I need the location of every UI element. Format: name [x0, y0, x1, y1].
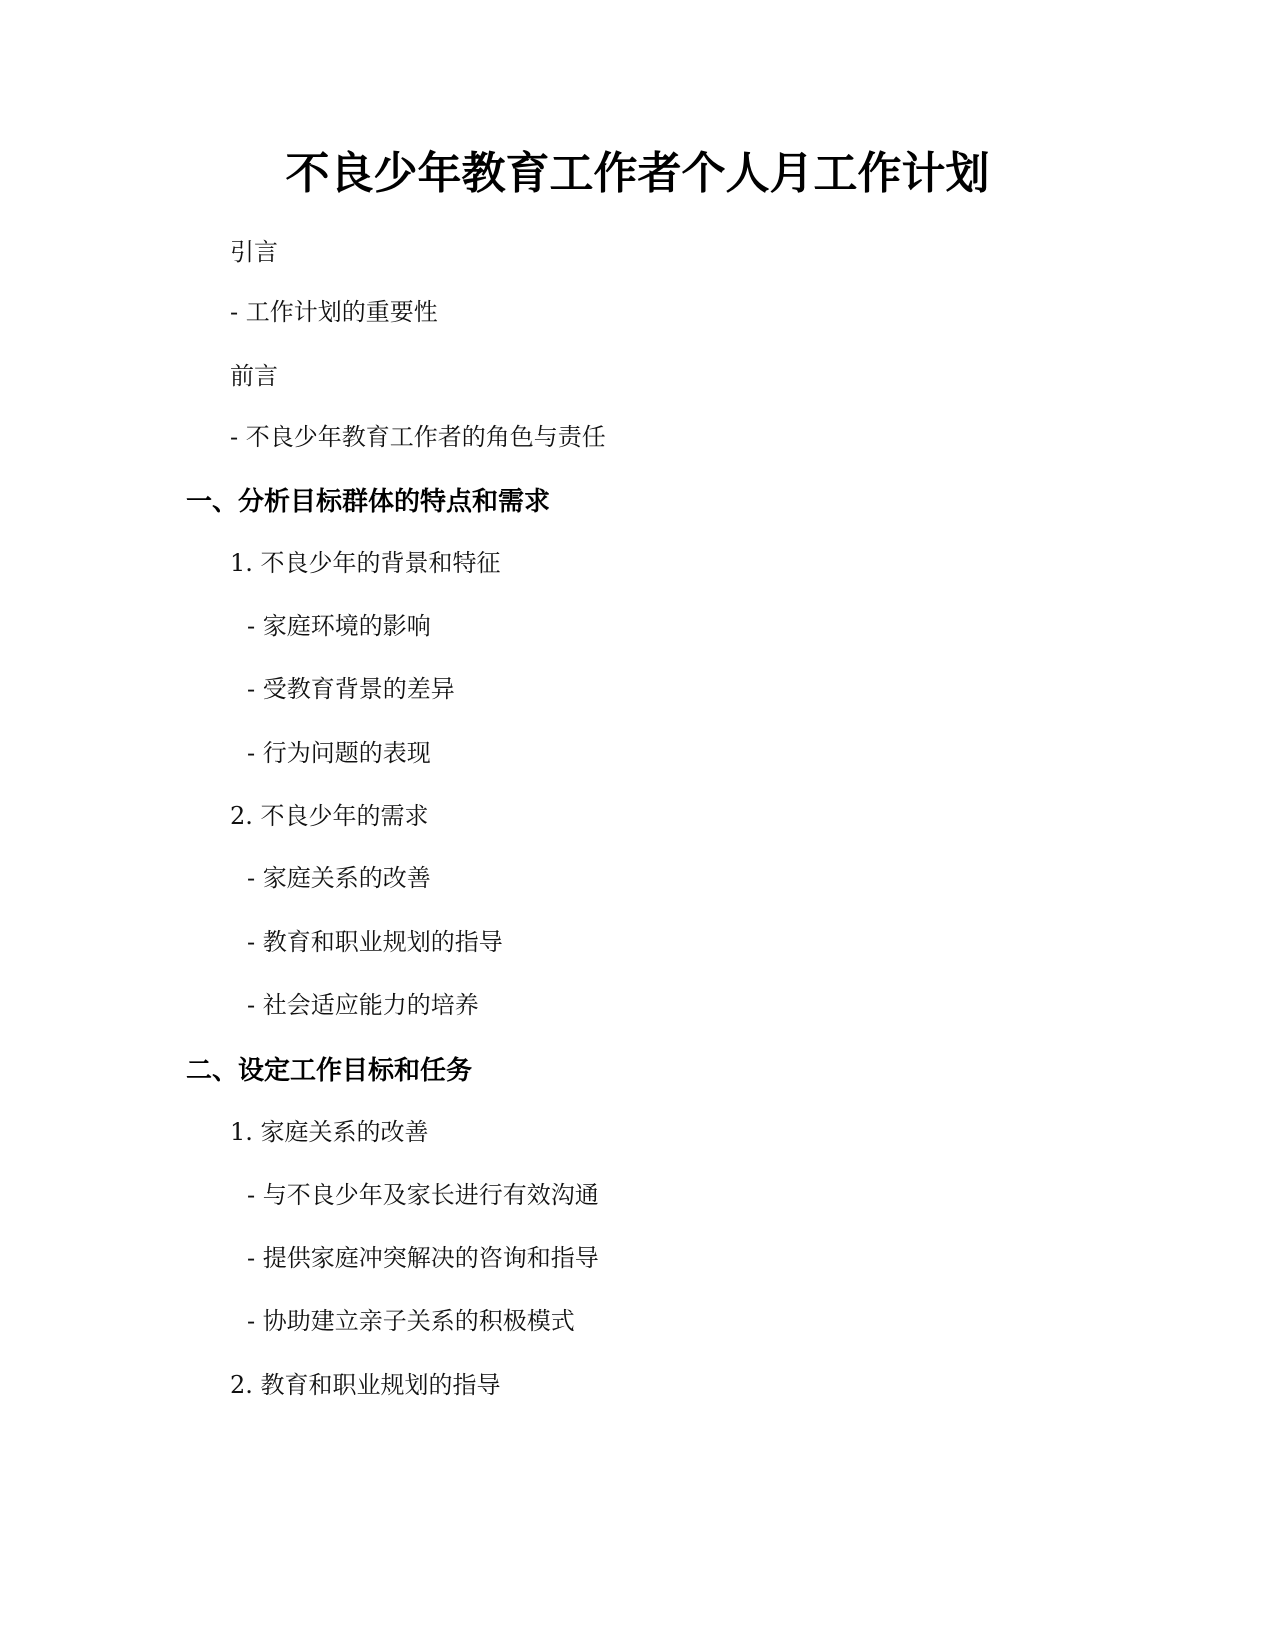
list-item: - 教育和职业规划的指导	[247, 928, 503, 956]
list-item: - 家庭环境的影响	[247, 612, 431, 640]
preface-item: - 不良少年教育工作者的角色与责任	[230, 423, 606, 451]
list-item: - 受教育背景的差异	[247, 675, 455, 703]
section-2-sub-1-label: 1. 家庭关系的改善	[230, 1118, 429, 1146]
section-1-sub-2-label: 2. 不良少年的需求	[230, 802, 429, 830]
list-item: - 社会适应能力的培养	[247, 991, 479, 1019]
section-2-heading: 二、设定工作目标和任务	[186, 1056, 473, 1086]
list-item: - 与不良少年及家长进行有效沟通	[247, 1181, 599, 1209]
section-1-heading: 一、分析目标群体的特点和需求	[186, 487, 551, 517]
list-item: - 提供家庭冲突解决的咨询和指导	[247, 1244, 599, 1272]
list-item: - 协助建立亲子关系的积极模式	[247, 1307, 575, 1335]
intro-heading: 引言	[230, 238, 278, 266]
list-item: - 行为问题的表现	[247, 739, 431, 767]
document-title: 不良少年教育工作者个人月工作计划	[285, 148, 990, 199]
section-2-sub-2-label: 2. 教育和职业规划的指导	[230, 1371, 501, 1399]
intro-item: - 工作计划的重要性	[230, 298, 438, 326]
section-1-sub-1-label: 1. 不良少年的背景和特征	[230, 549, 501, 577]
list-item: - 家庭关系的改善	[247, 864, 431, 892]
preface-heading: 前言	[230, 362, 278, 390]
